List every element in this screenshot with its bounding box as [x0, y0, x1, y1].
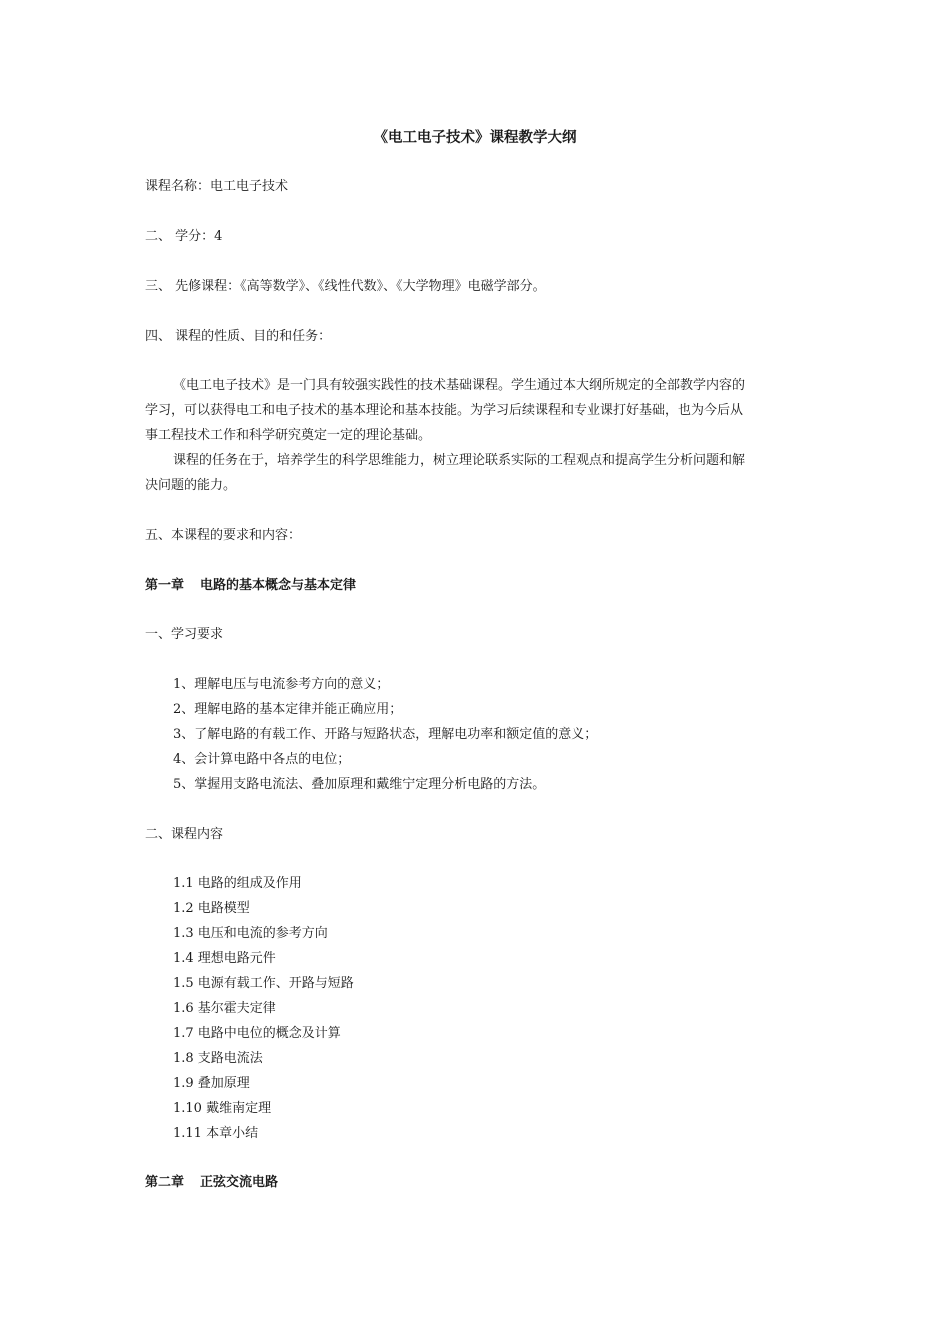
list-item: 1.8 支路电流法 [173, 1051, 263, 1066]
document-title: 《电工电子技术》课程教学大纲 [373, 129, 577, 146]
list-item: 1.2 电路模型 [173, 901, 250, 916]
chapter-label: 第二章 [145, 1175, 185, 1190]
chapter-label: 第一章 [145, 578, 185, 593]
chapter-title: 电路的基本概念与基本定律 [200, 578, 357, 593]
chapter-2-heading [145, 1174, 278, 1192]
list-item: 1.6 基尔霍夫定律 [173, 1001, 276, 1016]
prerequisites: 三、 先修课程：《高等数学》、《线性代数》、《大学物理》电磁学部分。 [145, 279, 546, 294]
credits: 二、 学分：4 [145, 229, 223, 244]
course-name: 课程名称：电工电子技术 [145, 179, 289, 194]
list-item: 1.5 电源有载工作、开路与短路 [173, 976, 354, 991]
list-item: 2、理解电路的基本定律并能正确应用； [173, 702, 403, 717]
list-item: 5、掌握用支路电流法、叠加原理和戴维宁定理分析电路的方法。 [173, 777, 546, 792]
list-item: 1.4 理想电路元件 [173, 951, 276, 966]
requirements-heading: 五、本课程的要求和内容： [145, 528, 302, 543]
chapter-title: 正弦交流电路 [200, 1175, 279, 1190]
study-requirements-heading: 一、学习要求 [145, 627, 224, 642]
list-item: 1.7 电路中电位的概念及计算 [173, 1026, 341, 1041]
paragraph-line: 《电工电子技术》是一门具有较强实践性的技术基础课程。学生通过本大纲所规定的全部教学内容的 [173, 378, 746, 393]
paragraph-line: 学习，可以获得电工和电子技术的基本理论和基本技能。为学习后续课程和专业课打好基础，也为今后从 [145, 403, 744, 418]
list-item: 1.9 叠加原理 [173, 1076, 250, 1091]
list-item: 1.1 电路的组成及作用 [173, 876, 302, 891]
paragraph-line: 决问题的能力。 [145, 478, 237, 493]
paragraph-line: 课程的任务在于，培养学生的科学思维能力，树立理论联系实际的工程观点和提高学生分析问题和解 [173, 453, 746, 468]
list-item: 1.11 本章小结 [173, 1126, 259, 1141]
list-item: 3、了解电路的有载工作、开路与短路状态，理解电功率和额定值的意义； [173, 727, 598, 742]
chapter-1-heading [145, 577, 356, 595]
list-item: 4、会计算电路中各点的电位； [173, 752, 351, 767]
paragraph-line: 事工程技术工作和科学研究奠定一定的理论基础。 [145, 428, 432, 443]
list-item: 1、理解电压与电流参考方向的意义； [173, 677, 390, 692]
list-item: 1.3 电压和电流的参考方向 [173, 926, 328, 941]
course-content-heading: 二、课程内容 [145, 827, 224, 842]
nature-heading: 四、 课程的性质、目的和任务： [145, 329, 332, 344]
list-item: 1.10 戴维南定理 [173, 1101, 272, 1116]
